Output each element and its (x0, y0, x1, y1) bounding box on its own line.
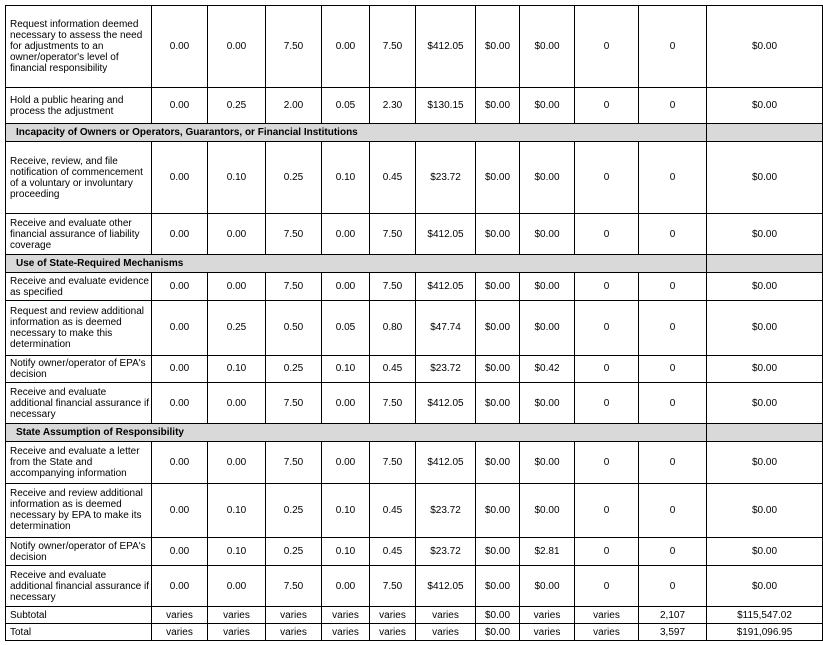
total-row (6, 624, 823, 641)
value-cell: varies (575, 624, 639, 641)
value-cell: $412.05 (416, 273, 476, 300)
value-cell: $0.00 (520, 6, 575, 88)
value-cell: 0.00 (322, 273, 370, 300)
value-cell: $0.00 (707, 88, 823, 124)
value-cell: 0 (639, 88, 707, 124)
value-cell: varies (370, 607, 416, 624)
activity-cell: Receive and evaluate additional financial assurance if necessary (6, 383, 152, 424)
value-cell: 0.00 (152, 6, 208, 88)
value-cell: 2.30 (370, 88, 416, 124)
value-cell: varies (520, 607, 575, 624)
value-cell: 0 (639, 273, 707, 300)
table-row (6, 214, 823, 255)
value-cell: $0.00 (476, 483, 520, 538)
value-cell: 7.50 (266, 565, 322, 606)
value-cell: varies (575, 607, 639, 624)
value-cell: 0.00 (152, 88, 208, 124)
value-cell: $0.00 (707, 214, 823, 255)
value-cell: 0 (639, 565, 707, 606)
value-cell: $23.72 (416, 355, 476, 382)
value-cell: $23.72 (416, 538, 476, 565)
value-cell: $0.00 (707, 538, 823, 565)
value-cell: $47.74 (416, 300, 476, 355)
section-blank-cell (707, 424, 823, 442)
activity-cell: Receive and evaluate additional financial assurance if necessary (6, 565, 152, 606)
value-cell: $0.00 (520, 273, 575, 300)
table-row (6, 273, 823, 300)
value-cell: 0.45 (370, 142, 416, 214)
value-cell: 7.50 (266, 383, 322, 424)
section-header-row (6, 424, 823, 442)
value-cell: $23.72 (416, 142, 476, 214)
table-row (6, 142, 823, 214)
value-cell: 0 (639, 383, 707, 424)
value-cell: 7.50 (266, 214, 322, 255)
value-cell: $0.00 (476, 355, 520, 382)
value-cell: 7.50 (370, 214, 416, 255)
value-cell: 0.00 (208, 565, 266, 606)
activity-cell: Notify owner/operator of EPA's decision (6, 355, 152, 382)
value-cell: 0 (575, 565, 639, 606)
value-cell: $0.00 (520, 483, 575, 538)
value-cell: 0.00 (152, 565, 208, 606)
value-cell: $0.00 (476, 383, 520, 424)
table-row (6, 300, 823, 355)
value-cell: 0 (639, 538, 707, 565)
value-cell: $0.00 (707, 355, 823, 382)
value-cell: $0.00 (476, 6, 520, 88)
value-cell: 0.00 (322, 383, 370, 424)
value-cell: $412.05 (416, 442, 476, 483)
value-cell: 0.00 (152, 300, 208, 355)
value-cell: 0.10 (322, 483, 370, 538)
value-cell: 0.00 (152, 214, 208, 255)
value-cell: 0.00 (152, 538, 208, 565)
value-cell: 0 (575, 538, 639, 565)
value-cell: 0.10 (208, 355, 266, 382)
table-row (6, 538, 823, 565)
value-cell: 7.50 (370, 442, 416, 483)
table-row (6, 88, 823, 124)
activity-cell: Request information deemed necessary to assess the need for adjustments to an owner/operator's level of financial responsibility (6, 6, 152, 88)
activity-cell: Notify owner/operator of EPA's decision (6, 538, 152, 565)
value-cell: $0.00 (476, 607, 520, 624)
value-cell: varies (208, 624, 266, 641)
value-cell: 2.00 (266, 88, 322, 124)
table-row (6, 565, 823, 606)
value-cell: $23.72 (416, 483, 476, 538)
value-cell: 0 (575, 300, 639, 355)
value-cell: $0.00 (520, 142, 575, 214)
value-cell: $191,096.95 (707, 624, 823, 641)
value-cell: 7.50 (370, 383, 416, 424)
value-cell: varies (266, 624, 322, 641)
value-cell: $130.15 (416, 88, 476, 124)
value-cell: $0.00 (707, 273, 823, 300)
value-cell: varies (152, 607, 208, 624)
value-cell: $0.00 (520, 442, 575, 483)
value-cell: 0.45 (370, 483, 416, 538)
value-cell: 0 (575, 88, 639, 124)
value-cell: 0.25 (266, 483, 322, 538)
value-cell: 0.00 (322, 442, 370, 483)
value-cell: $0.00 (476, 624, 520, 641)
value-cell: $0.00 (520, 88, 575, 124)
section-header-row (6, 124, 823, 142)
value-cell: 7.50 (266, 273, 322, 300)
value-cell: 0.00 (208, 214, 266, 255)
value-cell: $412.05 (416, 6, 476, 88)
section-title: State Assumption of Responsibility (6, 424, 707, 442)
value-cell: $0.00 (520, 214, 575, 255)
value-cell: 0.00 (322, 6, 370, 88)
value-cell: 0.00 (152, 483, 208, 538)
value-cell: $0.00 (520, 565, 575, 606)
value-cell: $2.81 (520, 538, 575, 565)
value-cell: $0.00 (476, 142, 520, 214)
value-cell: $0.00 (476, 214, 520, 255)
table-row (6, 355, 823, 382)
table-row (6, 442, 823, 483)
activity-cell: Subtotal (6, 607, 152, 624)
value-cell: 0.45 (370, 538, 416, 565)
value-cell: 0.00 (208, 6, 266, 88)
value-cell: 0 (639, 142, 707, 214)
activity-cell: Request and review additional information as is deemed necessary to make this determination (6, 300, 152, 355)
value-cell: 3,597 (639, 624, 707, 641)
value-cell: 0.25 (208, 300, 266, 355)
value-cell: 7.50 (370, 273, 416, 300)
section-title: Incapacity of Owners or Operators, Guarantors, or Financial Institutions (6, 124, 707, 142)
value-cell: $0.00 (520, 300, 575, 355)
value-cell: varies (416, 624, 476, 641)
value-cell: $0.00 (476, 88, 520, 124)
table-body (6, 6, 823, 641)
value-cell: 0 (575, 6, 639, 88)
value-cell: $0.00 (707, 442, 823, 483)
value-cell: $0.00 (707, 565, 823, 606)
value-cell: $0.00 (476, 538, 520, 565)
activity-cell: Receive and evaluate evidence as specified (6, 273, 152, 300)
value-cell: 0.00 (152, 442, 208, 483)
table-row (6, 383, 823, 424)
value-cell: $412.05 (416, 565, 476, 606)
value-cell: varies (416, 607, 476, 624)
value-cell: 2,107 (639, 607, 707, 624)
value-cell: 0 (575, 273, 639, 300)
value-cell: 0 (639, 6, 707, 88)
value-cell: 0.10 (322, 355, 370, 382)
value-cell: 0.00 (152, 383, 208, 424)
value-cell: varies (322, 624, 370, 641)
value-cell: varies (152, 624, 208, 641)
value-cell: $0.00 (476, 300, 520, 355)
value-cell: 0.45 (370, 355, 416, 382)
activity-cell: Receive and evaluate a letter from the State and accompanying information (6, 442, 152, 483)
value-cell: 0.25 (208, 88, 266, 124)
table-row (6, 483, 823, 538)
value-cell: 0 (575, 142, 639, 214)
value-cell: 0 (575, 383, 639, 424)
value-cell: 0.10 (208, 483, 266, 538)
value-cell: $0.00 (476, 442, 520, 483)
value-cell: 0.80 (370, 300, 416, 355)
activity-cell: Receive and evaluate other financial assurance of liability coverage (6, 214, 152, 255)
activity-cell: Receive and review additional information as is deemed necessary by EPA to make its determination (6, 483, 152, 538)
value-cell: $0.00 (476, 273, 520, 300)
value-cell: $0.00 (707, 300, 823, 355)
value-cell: 7.50 (266, 6, 322, 88)
value-cell: $0.00 (476, 565, 520, 606)
value-cell: 0 (639, 214, 707, 255)
value-cell: 0.00 (322, 214, 370, 255)
value-cell: 7.50 (370, 6, 416, 88)
section-title: Use of State-Required Mechanisms (6, 255, 707, 273)
value-cell: varies (370, 624, 416, 641)
value-cell: 0.10 (322, 142, 370, 214)
activity-cell: Hold a public hearing and process the adjustment (6, 88, 152, 124)
value-cell: 0 (575, 214, 639, 255)
activity-cell: Total (6, 624, 152, 641)
value-cell: $0.00 (520, 383, 575, 424)
value-cell: 0.10 (208, 142, 266, 214)
value-cell: 0 (639, 355, 707, 382)
value-cell: 0.00 (208, 383, 266, 424)
value-cell: 0.05 (322, 88, 370, 124)
value-cell: 0 (639, 300, 707, 355)
burden-table (5, 5, 823, 641)
value-cell: 0.00 (152, 142, 208, 214)
value-cell: 7.50 (370, 565, 416, 606)
value-cell: varies (208, 607, 266, 624)
section-blank-cell (707, 124, 823, 142)
value-cell: $0.00 (707, 383, 823, 424)
table-row (6, 6, 823, 88)
value-cell: varies (322, 607, 370, 624)
value-cell: 0.25 (266, 355, 322, 382)
value-cell: $115,547.02 (707, 607, 823, 624)
value-cell: 0 (639, 442, 707, 483)
value-cell: 0 (575, 442, 639, 483)
value-cell: $0.00 (707, 6, 823, 88)
value-cell: $0.00 (707, 483, 823, 538)
value-cell: 0.05 (322, 300, 370, 355)
section-blank-cell (707, 255, 823, 273)
value-cell: $412.05 (416, 383, 476, 424)
value-cell: 7.50 (266, 442, 322, 483)
value-cell: 0 (575, 355, 639, 382)
value-cell: 0 (639, 483, 707, 538)
value-cell: 0.10 (208, 538, 266, 565)
value-cell: $0.42 (520, 355, 575, 382)
value-cell: 0.00 (152, 273, 208, 300)
value-cell: 0.00 (322, 565, 370, 606)
value-cell: 0.25 (266, 538, 322, 565)
value-cell: 0.25 (266, 142, 322, 214)
section-header-row (6, 255, 823, 273)
value-cell: varies (266, 607, 322, 624)
value-cell: 0.00 (208, 273, 266, 300)
value-cell: 0.10 (322, 538, 370, 565)
value-cell: 0.00 (152, 355, 208, 382)
value-cell: 0 (575, 483, 639, 538)
total-row (6, 607, 823, 624)
value-cell: $412.05 (416, 214, 476, 255)
value-cell: 0.00 (208, 442, 266, 483)
activity-cell: Receive, review, and file notification of commencement of a voluntary or involuntary proceeding (6, 142, 152, 214)
value-cell: varies (520, 624, 575, 641)
value-cell: 0.50 (266, 300, 322, 355)
value-cell: $0.00 (707, 142, 823, 214)
